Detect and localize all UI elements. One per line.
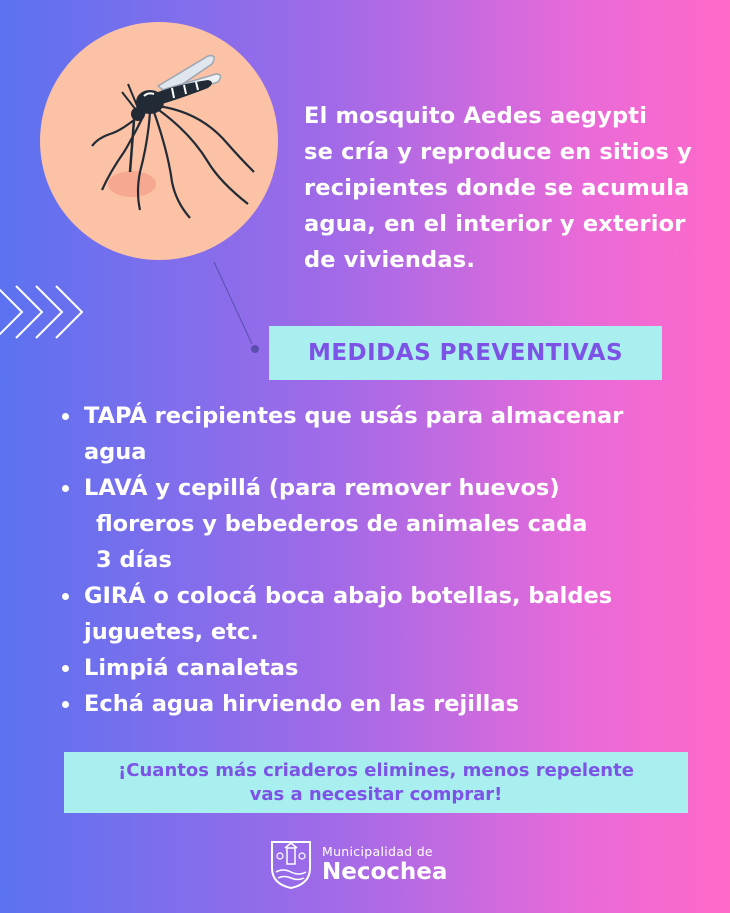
list-item-text: Limpiá canaletas xyxy=(84,655,299,681)
municipality-crest-icon xyxy=(268,838,314,890)
intro-line: agua, en el interior y exterior xyxy=(304,211,686,237)
list-item-text: TAPÁ recipientes que usás para almacenar xyxy=(84,403,624,429)
list-item xyxy=(62,578,702,650)
intro-line: recipientes donde se acumula xyxy=(304,175,690,201)
list-item-text: floreros y bebederos de animales cada xyxy=(96,511,588,537)
logo-subtitle: Municipalidad de xyxy=(322,843,433,859)
chevrons-icon xyxy=(0,280,100,350)
measures-list xyxy=(62,398,702,722)
list-item-text: juguetes, etc. xyxy=(84,619,259,645)
intro-line: se cría y reproduce en sitios y xyxy=(304,139,692,165)
list-item xyxy=(62,470,702,578)
list-item-text: LAVÁ y cepillá (para remover huevos) xyxy=(84,475,560,501)
list-item-text: agua xyxy=(84,439,147,465)
footer-callout xyxy=(64,752,688,813)
list-item xyxy=(62,398,702,470)
heading-box xyxy=(269,326,662,380)
footer-text xyxy=(118,759,634,807)
list-item xyxy=(62,686,702,722)
intro-text xyxy=(304,98,714,278)
list-item xyxy=(62,650,702,686)
footer-line: vas a necesitar comprar! xyxy=(249,783,503,805)
intro-line: de viviendas. xyxy=(304,247,476,273)
logo-title: Necochea xyxy=(322,858,448,885)
intro-line: El mosquito Aedes aegypti xyxy=(304,103,648,129)
footer-line: ¡Cuantos más criaderos elimines, menos repelente xyxy=(118,759,634,781)
list-item-text: GIRÁ o colocá boca abajo botellas, baldes xyxy=(84,583,613,609)
list-item-text: 3 días xyxy=(96,547,172,573)
list-item-text: Echá agua hirviendo en las rejillas xyxy=(84,691,519,717)
heading-title: MEDIDAS PREVENTIVAS xyxy=(307,340,624,366)
municipality-logo xyxy=(268,838,447,890)
